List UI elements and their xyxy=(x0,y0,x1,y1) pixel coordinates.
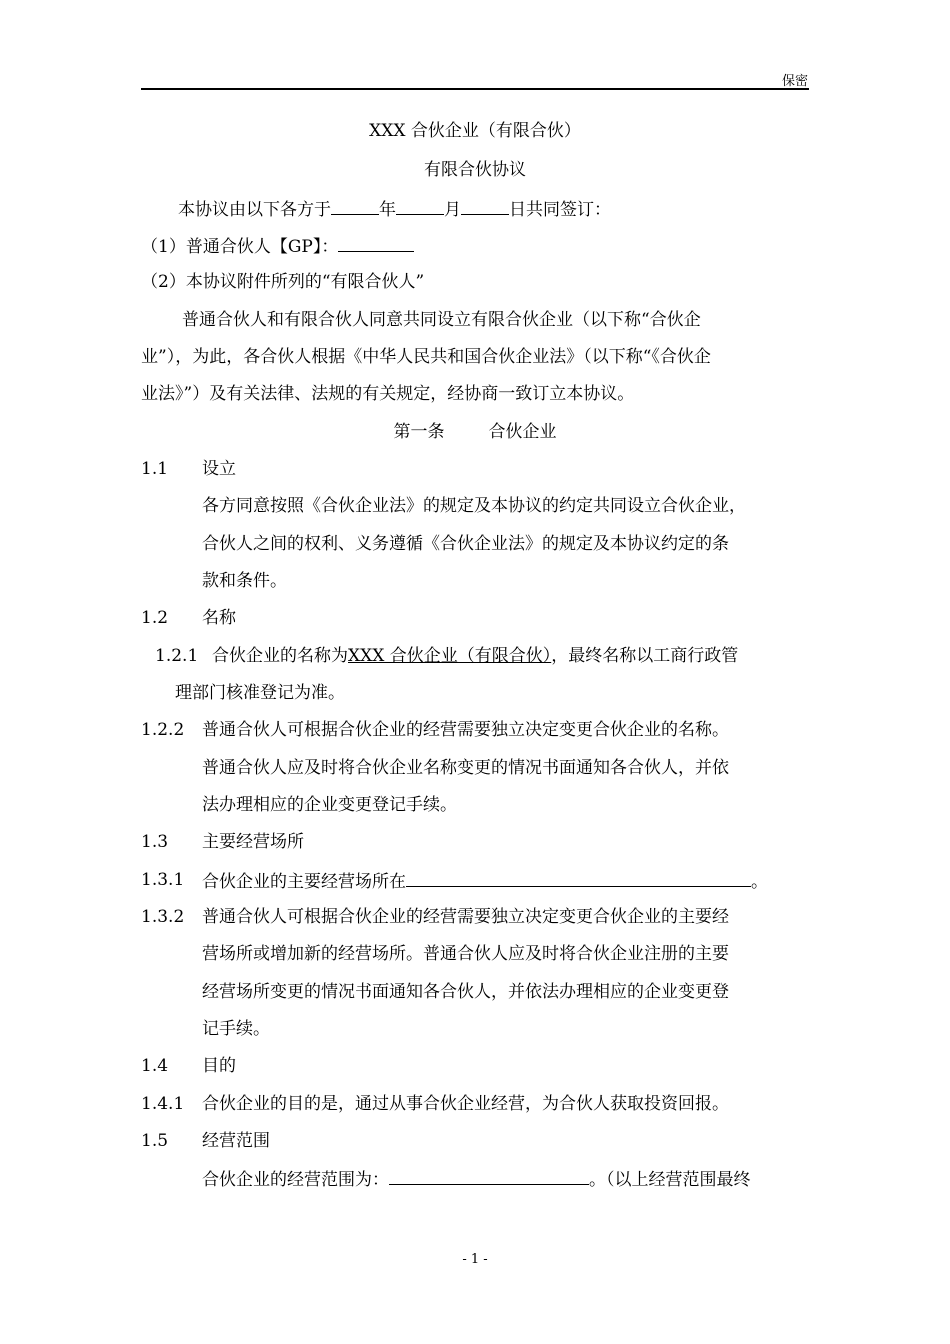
signing-text-a: 本协议由以下各方于 xyxy=(178,200,331,220)
name-clause-pre: 合伙企业的名称为 xyxy=(212,646,348,666)
section-1-3-1-line xyxy=(202,870,768,892)
section-1-5-number: 1.5 xyxy=(141,1131,169,1151)
lp-line: （2）本协议附件所列的“有限合伙人” xyxy=(141,272,425,292)
section-1-2-1-number: 1.2.1 xyxy=(155,646,199,666)
signing-line xyxy=(178,198,611,220)
section-1-5-heading: 经营范围 xyxy=(202,1131,270,1151)
section-1-3-number: 1.3 xyxy=(141,832,169,852)
article-1-heading xyxy=(141,422,809,442)
section-1-4-1-number: 1.4.1 xyxy=(141,1094,185,1114)
confidential-label: 保密 xyxy=(781,74,808,89)
section-1-4-number: 1.4 xyxy=(141,1056,169,1076)
section-1-4-heading: 目的 xyxy=(202,1056,236,1076)
section-1-3-1-number: 1.3.1 xyxy=(141,870,185,890)
section-1-1-line-2: 合伙人之间的权利、义务遵循《合伙企业法》的规定及本协议约定的条 xyxy=(202,534,729,554)
partnership-name: XXX 合伙企业（有限合伙） xyxy=(348,646,552,666)
section-1-3-2-line-2: 营场所或增加新的经营场所。普通合伙人应及时将合伙企业注册的主要 xyxy=(202,944,729,964)
page-number: - 1 - xyxy=(462,1252,488,1267)
section-1-1-heading: 设立 xyxy=(202,459,236,479)
intro-paragraph-line-3: 业法》”）及有关法律、法规的有关规定，经协商一致订立本协议。 xyxy=(141,384,635,404)
section-1-1-line-1: 各方同意按照《合伙企业法》的规定及本协议的约定共同设立合伙企业， xyxy=(202,496,746,516)
section-1-2-heading: 名称 xyxy=(202,608,236,628)
gp-label: （1）普通合伙人【GP】： xyxy=(141,237,339,257)
month-blank xyxy=(396,198,444,215)
section-1-2-2-line-3: 法办理相应的企业变更登记手续。 xyxy=(202,795,457,815)
section-1-2-number: 1.2 xyxy=(141,608,169,628)
header-rule xyxy=(141,88,809,90)
gp-blank xyxy=(338,235,414,252)
premises-clause-pre: 合伙企业的主要经营场所在 xyxy=(202,872,406,892)
document-title: XXX 合伙企业（有限合伙） xyxy=(369,121,581,141)
section-1-2-1-line-1 xyxy=(212,646,738,666)
premises-clause-post: 。 xyxy=(751,872,768,892)
section-1-2-2-line-2: 普通合伙人应及时将合伙企业名称变更的情况书面通知各合伙人，并依 xyxy=(202,758,729,778)
intro-paragraph-line-1: 普通合伙人和有限合伙人同意共同设立有限合伙企业（以下称“合伙企 xyxy=(182,310,701,330)
document-subtitle: 有限合伙协议 xyxy=(424,160,526,180)
section-1-1-number: 1.1 xyxy=(141,459,169,479)
intro-paragraph-line-2: 业”），为此，各合伙人根据《中华人民共和国合伙企业法》（以下称“《合伙企 xyxy=(141,347,711,367)
section-1-3-2-line-3: 经营场所变更的情况书面通知各合伙人，并依法办理相应的企业变更登 xyxy=(202,982,729,1002)
section-1-3-2-line-4: 记手续。 xyxy=(202,1019,270,1039)
section-1-2-2-number: 1.2.2 xyxy=(141,720,185,740)
name-clause-post: ，最终名称以工商行政管 xyxy=(551,646,739,666)
year-label: 年 xyxy=(379,200,396,220)
signing-text-b: 日共同签订： xyxy=(509,200,611,220)
day-blank xyxy=(461,198,509,215)
scope-blank xyxy=(389,1168,589,1185)
gp-line xyxy=(141,235,414,257)
section-1-3-heading: 主要经营场所 xyxy=(202,832,304,852)
section-1-1-line-3: 款和条件。 xyxy=(202,571,287,591)
section-1-2-1-line-2: 理部门核准登记为准。 xyxy=(175,683,345,703)
year-blank xyxy=(331,198,379,215)
section-1-2-2-line-1: 普通合伙人可根据合伙企业的经营需要独立决定变更合伙企业的名称。 xyxy=(202,720,729,740)
section-1-3-2-line-1: 普通合伙人可根据合伙企业的经营需要独立决定变更合伙企业的主要经 xyxy=(202,907,729,927)
premises-blank xyxy=(406,870,751,887)
month-label: 月 xyxy=(444,200,461,220)
article-title: 合伙企业 xyxy=(488,422,557,442)
section-1-3-2-number: 1.3.2 xyxy=(141,907,185,927)
article-number: 第一条 xyxy=(393,422,445,442)
section-1-5-line xyxy=(202,1168,751,1190)
section-1-4-1-line: 合伙企业的目的是，通过从事合伙企业经营，为合伙人获取投资回报。 xyxy=(202,1094,729,1114)
scope-clause-pre: 合伙企业的经营范围为： xyxy=(202,1170,389,1190)
scope-clause-post: 。（以上经营范围最终 xyxy=(589,1170,751,1190)
